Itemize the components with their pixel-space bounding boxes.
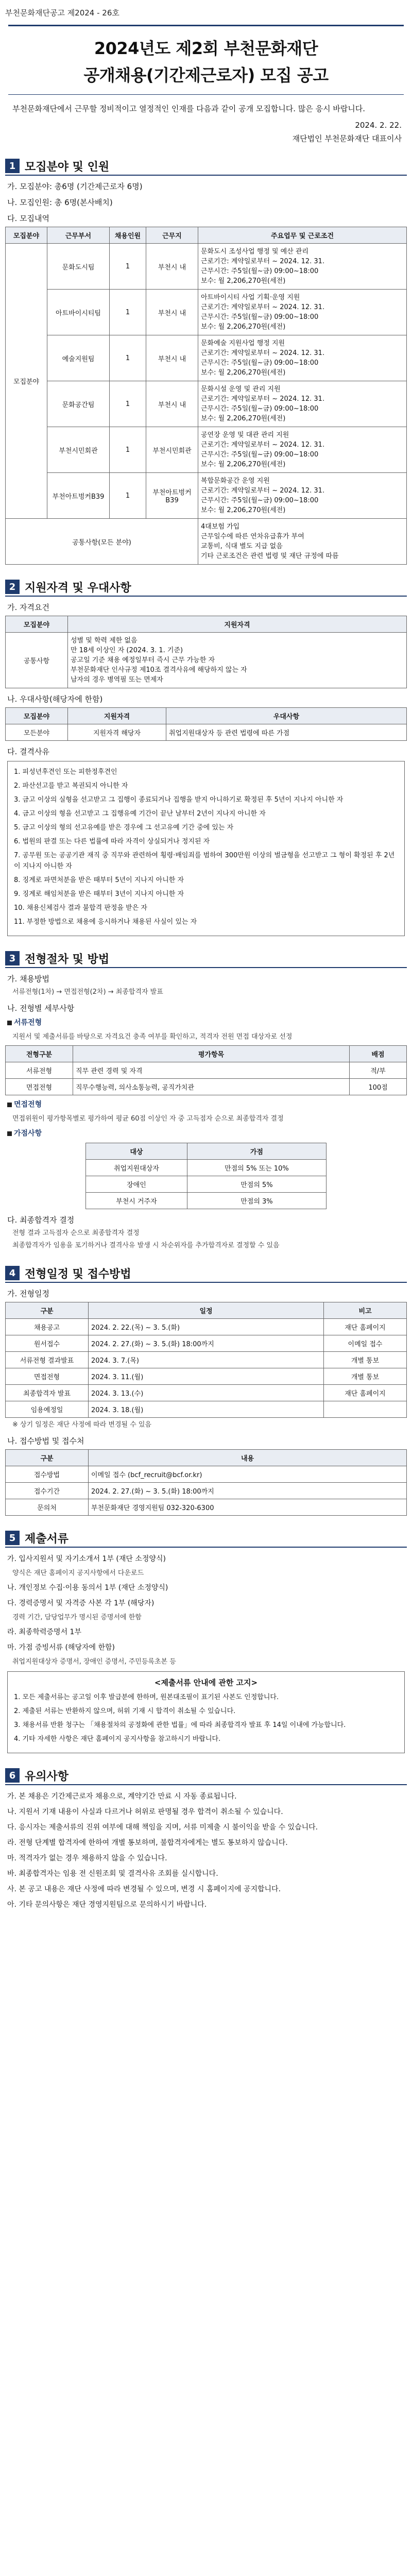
doc-item: 라. 최종학력증명서 1부: [7, 1628, 81, 1636]
recruit-row: [6, 290, 407, 335]
q-req-list: [68, 633, 407, 688]
q-req-item: 공고일 기준 채용 예정일부터 즉시 근무 가능한 자: [71, 656, 215, 664]
recruit-place: 부천시 내: [146, 381, 198, 427]
schedule-k: 최종합격자 발표: [6, 1385, 89, 1401]
doc-item: 가. 입사지원서 및 자기소개서 1부 (재단 소정양식): [7, 1555, 166, 1563]
recruit-work-item: 근로기간: 계약일로부터 ~ 2024. 12. 31.: [201, 441, 325, 449]
caution-list: [5, 1790, 407, 1911]
apply-v: 2024. 2. 27.(화) ~ 3. 5.(화) 18:00까지: [89, 1483, 407, 1499]
p-pref: 취업지원대상자 등 관련 법령에 따른 가점: [166, 724, 407, 741]
recruit-count: 1: [110, 244, 146, 290]
recruit-type: 모집분야: [6, 244, 47, 519]
section-4-header: [5, 1264, 407, 1283]
caution-item: 다. 응시자는 제출서류의 진위 여부에 대해 책임을 지며, 서류 미제출 시 불이익을 받을 수 있습니다.: [7, 1823, 318, 1832]
s2-sub-na: 나. 우대사항(해당자에 한함): [7, 694, 103, 704]
th-item: 평가항목: [73, 1046, 350, 1062]
recruit-work: [198, 381, 407, 427]
schedule-n: 이메일 접수: [324, 1335, 407, 1352]
defect-item: 4. 금고 이상의 형을 선고받고 그 집행유예 기간이 끝난 날부터 2년이 지나지 아니한 자: [14, 810, 266, 818]
bonus-pt: 만점의 5%: [187, 1176, 326, 1193]
th-pt: 가점: [187, 1143, 326, 1160]
doc-notice-box: [7, 1671, 405, 1753]
th-work: 주요업무 및 근로조건: [198, 227, 407, 244]
bullet-icon: [7, 1021, 12, 1025]
recruit-work-item: 근로기간: 계약일로부터 ~ 2024. 12. 31.: [201, 349, 325, 357]
schedule-row: [6, 1335, 407, 1352]
s1-sub-da: 다. 모집내역: [7, 214, 49, 223]
recruit-work-item: 아트바이시티 사업 기획·운영 지원: [201, 294, 300, 301]
th-q-field: 모집분야: [6, 616, 68, 633]
schedule-v: 2024. 3. 18.(월): [89, 1401, 324, 1418]
recruit-dept: 문화도시팀: [47, 244, 110, 290]
s4-note: ※ 상기 일정은 재단 사정에 따라 변경될 수 있음: [12, 1421, 151, 1429]
recruit-work-item: 근로기간: 계약일로부터 ~ 2024. 12. 31.: [201, 303, 325, 311]
schedule-row: [6, 1385, 407, 1401]
title-line-2: 공개채용(기간제근로자) 모집 공고: [83, 65, 329, 85]
defect-item: 9. 징계로 해임처분을 받은 때부터 3년이 지나지 아니한 자: [14, 890, 184, 898]
recruit-work-item: 보수: 월 2,206,270원(세전): [201, 506, 286, 514]
recruit-dept: 부천아트벙커B39: [47, 473, 110, 519]
notice-signer: 재단법인 부천문화재단 대표이사: [292, 134, 402, 143]
eval-item: 직무수행능력, 의사소통능력, 공직가치관: [73, 1079, 350, 1095]
section-number: 6: [5, 1768, 20, 1783]
doc-list: [5, 1553, 407, 1667]
doc-item-desc: 양식은 재단 홈페이지 공지사항에서 다운로드: [12, 1569, 144, 1577]
bonus-who: 부천시 거주자: [86, 1193, 187, 1209]
recruit-place: 부천시 내: [146, 244, 198, 290]
s3-final-item: 전형 결과 고득점자 순으로 최종합격자 결정: [12, 1229, 140, 1237]
schedule-row: [6, 1352, 407, 1368]
schedule-table: [5, 1302, 407, 1418]
recruit-work-item: 근무시간: 주5일(월~금) 09:00~18:00: [201, 359, 319, 367]
recruit-work-item: 근무시간: 주5일(월~금) 09:00~18:00: [201, 267, 319, 275]
s1-sub-na: 나. 모집인원: 총 6명(본사배치): [7, 198, 113, 207]
recruit-work-item: 근무시간: 주5일(월~금) 09:00~18:00: [201, 313, 319, 321]
section-3-header: [5, 950, 407, 968]
recruit-count: 1: [110, 290, 146, 335]
section-number: 1: [5, 159, 20, 173]
recruit-work-item: 공연장 운영 및 대관 관리 지원: [201, 431, 289, 439]
recruit-place: 부천시 내: [146, 335, 198, 381]
section-title: 모집분야 및 인원: [25, 160, 110, 174]
bonus-table: [85, 1143, 327, 1209]
th-dept: 근무부서: [47, 227, 110, 244]
q-req-item: 부천문화재단 인사규정 제10조 결격사유에 해당하지 않는 자: [71, 666, 247, 674]
defect-item: 1. 피성년후견인 또는 피한정후견인: [14, 768, 117, 776]
qualification-table: [5, 616, 407, 688]
eval-item: 직무 관련 경력 및 자격: [73, 1062, 350, 1079]
s3-int: [7, 1098, 405, 1111]
section-number: 2: [5, 580, 20, 594]
recruit-work-item: 문화예술 지원사업 행정 지원: [201, 340, 285, 347]
th-score: 배점: [350, 1046, 407, 1062]
evaluation-table: [5, 1045, 407, 1095]
th-field: 모집분야: [6, 227, 47, 244]
caution-item: 바. 최종합격자는 임용 전 신원조회 및 결격사유 조회를 실시합니다.: [7, 1870, 218, 1878]
doc-notice-item: 1. 모든 제출서류는 공고일 이후 발급분에 한하며, 원본대조필이 표기된 사본도 인정합니다.: [14, 1693, 279, 1701]
s3-int-label: 면접전형: [14, 1100, 42, 1109]
schedule-v: 2024. 2. 22.(목) ~ 3. 5.(화): [89, 1319, 324, 1335]
recruit-dept: 아트바이시티팀: [47, 290, 110, 335]
th-apply-k: 구분: [6, 1450, 89, 1466]
defect-item: 5. 금고 이상의 형의 선고유예를 받은 경우에 그 선고유예 기간 중에 있는 자: [14, 824, 234, 832]
q-field: 공통사항: [6, 633, 68, 688]
s3-pref-label: 가점사항: [14, 1129, 42, 1138]
th-p-req: 지원자격: [68, 708, 166, 724]
eval-stage: 면접전형: [6, 1079, 73, 1095]
caution-item: 가. 본 채용은 기간제근로자 채용으로, 계약기간 만료 시 자동 종료됩니다.: [7, 1792, 237, 1801]
th-p-field: 모집분야: [6, 708, 68, 724]
recruit-work-item: 복합문화공간 운영 지원: [201, 477, 270, 485]
recruit-count: 1: [110, 473, 146, 519]
doc-notice-item: 3. 채용서류 반환 청구는 「채용절차의 공정화에 관한 법률」에 따라 최종합격자 발표 후 14일 이내에 가능합니다.: [14, 1721, 346, 1729]
bonus-who: 취업지원대상자: [86, 1160, 187, 1176]
defect-item: 2. 파산선고를 받고 복권되지 아니한 자: [14, 782, 128, 790]
s2-sub-ga: 가. 자격요건: [7, 603, 49, 612]
section-title: 제출서류: [25, 1532, 69, 1546]
doc-item-desc: 취업지원대상자 증명서, 장애인 증명서, 주민등록초본 등: [12, 1658, 176, 1666]
bullet-icon: [7, 1103, 12, 1107]
schedule-row: [6, 1319, 407, 1335]
defect-item: 11. 부정한 방법으로 채용에 응시하거나 채용된 사실이 있는 자: [14, 918, 197, 926]
caution-item: 마. 적격자가 없는 경우 채용하지 않을 수 있습니다.: [7, 1854, 167, 1862]
recruit-common-label: 공통사항(모든 분야): [6, 519, 198, 565]
caution-item: 아. 기타 문의사항은 재단 경영지원팀으로 문의하시기 바랍니다.: [7, 1901, 207, 1909]
recruit-work-item: 문화시설 운영 및 관리 지원: [201, 385, 281, 393]
recruit-count: 1: [110, 335, 146, 381]
schedule-n: 개별 통보: [324, 1368, 407, 1385]
p-req: 지원자격 해당자: [68, 724, 166, 741]
th-q-req: 지원자격: [68, 616, 407, 633]
q-req-item: 성별 및 학력 제한 없음: [71, 637, 138, 645]
section-title: 지원자격 및 우대사항: [25, 581, 131, 595]
schedule-k: 채용공고: [6, 1319, 89, 1335]
schedule-n: 개별 통보: [324, 1352, 407, 1368]
caution-item: 사. 본 공고 내용은 재단 사정에 따라 변경될 수 있으며, 변경 시 홈페이지에 공지합니다.: [7, 1885, 281, 1893]
recruit-common-item: 기타 근로조건은 관련 법령 및 재단 규정에 따름: [201, 552, 339, 560]
th-p-pref: 우대사항: [166, 708, 407, 724]
caution-item: 라. 전형 단계별 합격자에 한하여 개별 통보하며, 불합격자에게는 별도 통보하지 않습니다.: [7, 1839, 288, 1847]
defect-item: 3. 금고 이상의 실형을 선고받고 그 집행이 종료되거나 집행을 받지 아니하기로 확정된 후 5년이 지나지 아니한 자: [14, 796, 344, 804]
s3-pref: [7, 1127, 405, 1140]
schedule-n: 재단 홈페이지: [324, 1385, 407, 1401]
recruit-work-item: 보수: 월 2,206,270원(세전): [201, 277, 286, 285]
th-v: 일정: [89, 1302, 324, 1319]
notice-date: 2024. 2. 22.: [355, 121, 402, 130]
apply-k: 접수방법: [6, 1466, 89, 1483]
s3-doc: [7, 1016, 405, 1029]
th-n: 비고: [324, 1302, 407, 1319]
recruit-common-item: 4대보험 가입: [201, 523, 240, 531]
th-apply-v: 내용: [89, 1450, 407, 1466]
schedule-k: 서류전형 결과발표: [6, 1352, 89, 1368]
eval-score: 100점: [350, 1079, 407, 1095]
bullet-icon: [7, 1131, 12, 1136]
section-title: 유의사항: [25, 1770, 69, 1783]
recruit-row: [6, 381, 407, 427]
recruit-dept: 예술지원팀: [47, 335, 110, 381]
q-req-item: 남자의 경우 병역필 또는 면제자: [71, 676, 163, 684]
defect-item: 8. 징계로 파면처분을 받은 때부터 5년이 지나지 아니한 자: [14, 876, 184, 884]
recruit-place: 부천시 내: [146, 290, 198, 335]
recruit-work-item: 보수: 월 2,206,270원(세전): [201, 323, 286, 331]
doc-notice-title: <제출서류 안내에 관한 고지>: [154, 1678, 258, 1687]
recruit-work-item: 근무시간: 주5일(월~금) 09:00~18:00: [201, 451, 319, 459]
recruit-work-item: 근무시간: 주5일(월~금) 09:00~18:00: [201, 497, 319, 504]
recruit-work-item: 보수: 월 2,206,270원(세전): [201, 369, 286, 377]
schedule-v: 2024. 3. 13.(수): [89, 1385, 324, 1401]
eval-stage: 서류전형: [6, 1062, 73, 1079]
recruit-common-item: 교통비, 식대 별도 지급 없음: [201, 543, 283, 550]
recruit-work-item: 보수: 월 2,206,270원(세전): [201, 461, 286, 468]
section-number: 4: [5, 1266, 20, 1280]
s3-int-desc: 면접위원이 평가항목별로 평가하여 평균 60점 이상인 자 중 고득점자 순으로 최종합격자 결정: [12, 1115, 284, 1123]
schedule-row: [6, 1368, 407, 1385]
apply-k: 접수기간: [6, 1483, 89, 1499]
doc-item-desc: 경력 기간, 담당업무가 명시된 증명서에 한함: [12, 1614, 142, 1621]
s3-doc-desc: 지원서 및 제출서류를 바탕으로 자격요건 충족 여부를 확인하고, 적격자 전원 면접 대상자로 선정: [12, 1033, 293, 1041]
s3-doc-label: 서류전형: [14, 1019, 42, 1027]
recruit-work: [198, 335, 407, 381]
recruit-common-list: [198, 519, 407, 565]
schedule-k: 원서접수: [6, 1335, 89, 1352]
q-req-item: 만 18세 이상인 자 (2024. 3. 1. 기준): [71, 647, 183, 654]
defect-item: 6. 법원의 판결 또는 다른 법률에 따라 자격이 상실되거나 정지된 자: [14, 838, 210, 845]
recruit-work: [198, 473, 407, 519]
recruit-count: 1: [110, 381, 146, 427]
recruit-work-item: 보수: 월 2,206,270원(세전): [201, 415, 286, 422]
s3-final-item: 최종합격자가 임용을 포기하거나 결격사유 발생 시 차순위자를 추가합격자로 결정할 수 있음: [12, 1242, 280, 1249]
title-box: [8, 25, 404, 95]
section-title: 전형절차 및 방법: [25, 953, 110, 966]
recruit-work-item: 근무시간: 주5일(월~금) 09:00~18:00: [201, 405, 319, 413]
p-field: 모든분야: [6, 724, 68, 741]
s4-sub-na: 나. 접수방법 및 접수처: [7, 1436, 84, 1446]
recruit-work-item: 문화도시 조성사업 행정 및 예산 관리: [201, 248, 309, 256]
recruit-work: [198, 427, 407, 473]
schedule-k: 임용예정일: [6, 1401, 89, 1418]
doc-item: 나. 개인정보 수집·이용 동의서 1부 (재단 소정양식): [7, 1584, 168, 1592]
preference-table: [5, 707, 407, 741]
recruit-work-item: 근로기간: 계약일로부터 ~ 2024. 12. 31.: [201, 258, 325, 265]
recruit-dept: 문화공간팀: [47, 381, 110, 427]
th-who: 대상: [86, 1143, 187, 1160]
apply-v: 이메일 접수 (bcf_recruit@bcf.or.kr): [89, 1466, 407, 1483]
notice-number: 부천문화재단공고 제2024 - 26호: [5, 8, 119, 18]
schedule-n: [324, 1401, 407, 1418]
schedule-v: 2024. 3. 11.(월): [89, 1368, 324, 1385]
defect-item: 7. 공무원 또는 공공기관 재직 중 직무와 관련하여 횡령·배임죄를 범하여 300만원 이상의 벌금형을 선고받고 그 형이 확정된 후 2년이 지나지 아니한 자: [14, 852, 395, 870]
caution-item: 나. 지원서 기재 내용이 사실과 다르거나 허위로 판명될 경우 합격이 취소될 수 있습니다.: [7, 1808, 283, 1816]
recruit-work-item: 근로기간: 계약일로부터 ~ 2024. 12. 31.: [201, 487, 325, 495]
recruit-table: [5, 227, 407, 565]
section-6-header: [5, 1767, 407, 1785]
recruit-row: [6, 335, 407, 381]
recruit-common-item: 근무일수에 따른 연차유급휴가 부여: [201, 533, 304, 540]
th-place: 근무지: [146, 227, 198, 244]
defect-box: [7, 761, 405, 936]
bonus-who: 장애인: [86, 1176, 187, 1193]
recruit-row: [6, 244, 407, 290]
s2-sub-da: 다. 결격사유: [7, 747, 49, 756]
schedule-v: 2024. 3. 7.(목): [89, 1352, 324, 1368]
th-count: 채용인원: [110, 227, 146, 244]
section-title: 전형일정 및 접수방법: [25, 1267, 131, 1281]
schedule-v: 2024. 2. 27.(화) ~ 3. 5.(화) 18:00까지: [89, 1335, 324, 1352]
doc-notice-item: 2. 제출된 서류는 반환하지 않으며, 허위 기재 시 합격이 취소될 수 있습니다.: [14, 1707, 236, 1715]
recruit-row: [6, 427, 407, 473]
recruit-work-item: 근로기간: 계약일로부터 ~ 2024. 12. 31.: [201, 395, 325, 403]
apply-v: 부천문화재단 경영지원팀 032-320-6300: [89, 1499, 407, 1516]
apply-table: [5, 1449, 407, 1516]
apply-k: 문의처: [6, 1499, 89, 1516]
section-5-header: [5, 1529, 407, 1548]
section-1-header: [5, 157, 407, 176]
section-number: 5: [5, 1531, 20, 1545]
th-stage: 전형구분: [6, 1046, 73, 1062]
section-2-header: [5, 578, 407, 597]
recruit-dept: 부천시민회관: [47, 427, 110, 473]
schedule-row: [6, 1401, 407, 1418]
section-number: 3: [5, 951, 20, 965]
doc-item: 마. 가점 증빙서류 (해당자에 한함): [7, 1643, 115, 1652]
recruit-common-row: [6, 519, 407, 565]
bonus-pt: 만점의 3%: [187, 1193, 326, 1209]
defect-item: 10. 채용신체검사 결과 불합격 판정을 받은 자: [14, 904, 147, 912]
recruit-row: [6, 473, 407, 519]
recruit-work: [198, 244, 407, 290]
th-k: 구분: [6, 1302, 89, 1319]
s3-sub-da: 다. 최종합격자 결정: [7, 1215, 75, 1225]
doc-notice-item: 4. 기타 자세한 사항은 재단 홈페이지 공지사항을 참고하시기 바랍니다.: [14, 1735, 221, 1743]
eval-score: 적/부: [350, 1062, 407, 1079]
s4-sub-ga: 가. 전형일정: [7, 1289, 49, 1298]
recruit-place: 부천아트벙커B39: [146, 473, 198, 519]
schedule-n: 재단 홈페이지: [324, 1319, 407, 1335]
recruit-place: 부천시민회관: [146, 427, 198, 473]
s3-sub-ga: 가. 채용방법: [7, 974, 49, 984]
doc-item: 다. 경력증명서 및 자격증 사본 각 1부 (해당자): [7, 1599, 154, 1607]
s3-method: 서류전형(1차) → 면접전형(2차) → 최종합격자 발표: [12, 988, 163, 996]
s1-sub-ga: 가. 모집분야: 총6명 (기간제근로자 6명): [7, 182, 143, 191]
recruit-count: 1: [110, 427, 146, 473]
title-line-1: 2024년도 제2회 부천문화재단: [94, 39, 318, 58]
recruit-work: [198, 290, 407, 335]
intro-text: 부천문화재단에서 근무할 정비적이고 열정적인 인재를 다음과 같이 공개 모집합니다. 많은 응시 바랍니다.: [12, 104, 366, 113]
schedule-k: 면접전형: [6, 1368, 89, 1385]
s3-sub-na: 나. 전형별 세부사항: [7, 1004, 75, 1013]
bonus-pt: 만점의 5% 또는 10%: [187, 1160, 326, 1176]
